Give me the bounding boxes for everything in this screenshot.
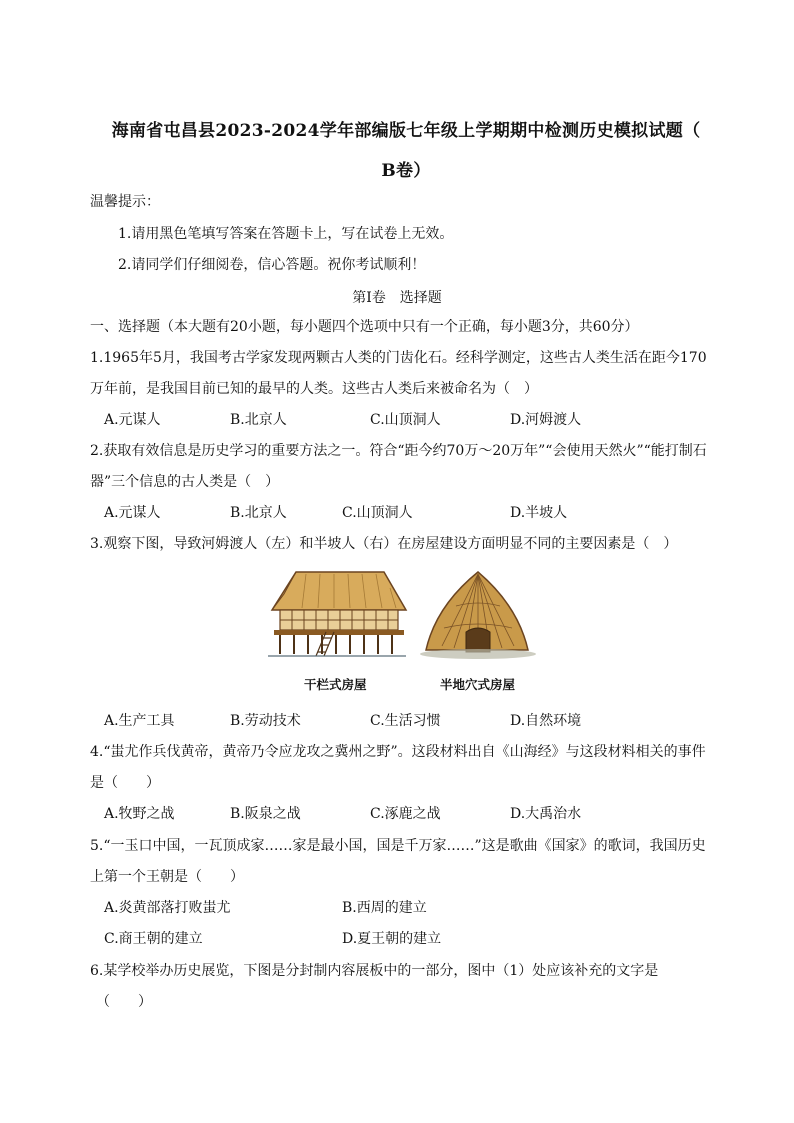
question-4-option-d[interactable]: D.大禹治水: [510, 806, 582, 822]
question-4-line-2: 是（ ）: [90, 775, 160, 791]
question-1-line-1: 1.1965年5月，我国考古学家发现两颗古人类的门齿化石。经科学测定，这些古人类生活在距今170: [90, 350, 707, 366]
tips-heading: 温馨提示：: [90, 194, 160, 210]
house-comparison-figure: [266, 566, 536, 666]
part1-heading: 一、选择题（本大题有20小题，每小题四个选项中只有一个正确，每小题3分，共60分）: [90, 319, 639, 335]
question-2-option-b[interactable]: B.北京人: [230, 505, 287, 521]
question-4-option-b[interactable]: B.阪泉之战: [230, 806, 301, 822]
question-4-option-c[interactable]: C.涿鹿之战: [370, 806, 441, 822]
question-1-option-c[interactable]: C.山顶洞人: [370, 412, 441, 428]
question-6-line-1: 6.某学校举办历史展览，下图是分封制内容展板中的一部分，图中（1）处应该补充的文字是: [90, 963, 659, 979]
figure-caption-stilt-house: 干栏式房屋: [304, 677, 367, 692]
question-3-option-b[interactable]: B.劳动技术: [230, 713, 301, 729]
question-3-line-1: 3.观察下图，导致河姆渡人（左）和半坡人（右）在房屋建设方面明显不同的主要因素是（ ）: [90, 536, 678, 552]
question-3-option-d[interactable]: D.自然环境: [510, 713, 582, 729]
figure-caption-pit-house: 半地穴式房屋: [440, 677, 516, 692]
tips-item-1: 1.请用黑色笔填写答案在答题卡上，写在试卷上无效。: [118, 226, 454, 242]
question-1-option-b[interactable]: B.北京人: [230, 412, 287, 428]
question-3-option-c[interactable]: C.生活习惯: [370, 713, 441, 729]
question-1-line-2: 万年前，是我国目前已知的最早的人类。这些古人类后来被命名为（ ）: [90, 381, 538, 397]
question-1-option-d[interactable]: D.河姆渡人: [510, 412, 582, 428]
tips-item-2: 2.请同学们仔细阅卷，信心答题。祝你考试顺利！: [118, 257, 426, 273]
exam-title-line2: B卷）: [381, 161, 431, 181]
pit-house-illustration: [420, 572, 536, 659]
section-title: 第Ⅰ卷 选择题: [352, 290, 442, 306]
question-5-option-b[interactable]: B.西周的建立: [342, 900, 427, 916]
question-5-option-d[interactable]: D.夏王朝的建立: [342, 931, 442, 947]
question-5-option-a[interactable]: A.炎黄部落打败蚩尤: [104, 900, 231, 916]
question-6-line-2: （ ）: [96, 994, 152, 1010]
question-5-line-1: 5.“一玉口中国，一瓦顶成家……家是最小国，国是千万家……”这是歌曲《国家》的歌词，我国历史: [90, 838, 706, 854]
question-1-option-a[interactable]: A.元谋人: [104, 412, 161, 428]
stilt-house-and-pit-house-illustration: [266, 566, 536, 666]
question-2-option-a[interactable]: A.元谋人: [104, 505, 161, 521]
question-2-option-d[interactable]: D.半坡人: [510, 505, 568, 521]
question-5-option-c[interactable]: C.商王朝的建立: [104, 931, 203, 947]
question-2-line-2: 器”三个信息的古人类是（ ）: [90, 474, 280, 490]
question-4-line-1: 4.“蚩尤作兵伐黄帝，黄帝乃令应龙攻之冀州之野”。这段材料出自《山海经》与这段材料相关的事件: [90, 744, 706, 760]
question-2-line-1: 2.获取有效信息是历史学习的重要方法之一。符合“距今约70万～20万年”“会使用天然火”“能打制石: [90, 443, 707, 459]
question-5-line-2: 上第一个王朝是（ ）: [90, 869, 244, 885]
question-3-option-a[interactable]: A.生产工具: [104, 713, 175, 729]
question-4-option-a[interactable]: A.牧野之战: [104, 806, 175, 822]
question-2-option-c[interactable]: C.山顶洞人: [342, 505, 413, 521]
exam-title-line1: 海南省屯昌县2023-2024学年部编版七年级上学期期中检测历史模拟试题（: [111, 121, 701, 141]
stilt-house-illustration: [268, 572, 406, 656]
